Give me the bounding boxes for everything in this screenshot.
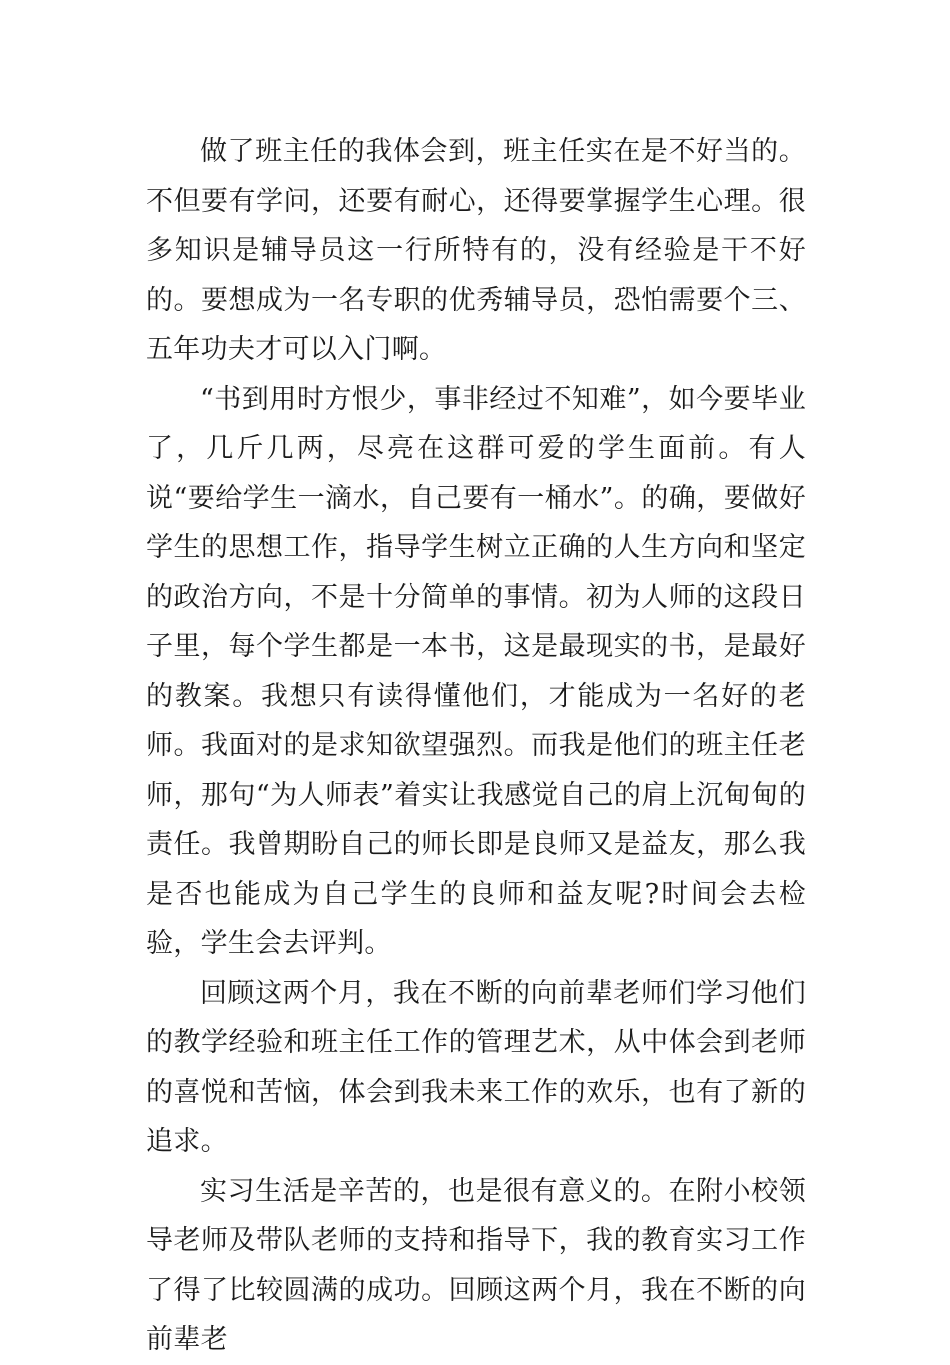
paragraph-2: “书到用时方恨少，事非经过不知难”，如今要毕业了，几斤几两，尽亮在这群可爱的学生面前。有人说“要给学生一滴水，自己要有一桶水”。的确，要做好学生的思想工作，指导学生树立正确的人生方向和坚定的政治方向，不是十分简单的事情。初为人师的这段日子里，每个学生都是一本书，这是最现实的书，是最好的教案。我想只有读得懂他们，才能成为一名好的老师。我面对的是求知欲望强烈。而我是他们的班主任老师，那句“为人师表”着实让我感觉自己的肩上沉甸甸的责任。我曾期盼自己的师长即是良师又是益友，那么我是否也能成为自己学生的良师和益友呢?时间会去检验，学生会去评判。	[146, 383, 806, 959]
paragraph-1: 做了班主任的我体会到，班主任实在是不好当的。不但要有学问，还要有耐心，还得要掌握学生心理。很多知识是辅导员这一行所特有的，没有经验是干不好的。要想成为一名专职的优秀辅导员，恐怕需要个三、五年功夫才可以入门啊。	[146, 136, 806, 365]
paragraph-4: 实习生活是辛苦的，也是很有意义的。在附小校领导老师及带队老师的支持和指导下，我的教育实习工作了得了比较圆满的成功。回顾这两个月，我在不断的向前辈老	[146, 1175, 806, 1355]
document-body	[146, 127, 806, 1365]
paragraph-3: 回顾这两个月，我在不断的向前辈老师们学习他们的教学经验和班主任工作的管理艺术，从中体会到老师的喜悦和苦恼，体会到我未来工作的欢乐，也有了新的追求。	[146, 977, 806, 1157]
